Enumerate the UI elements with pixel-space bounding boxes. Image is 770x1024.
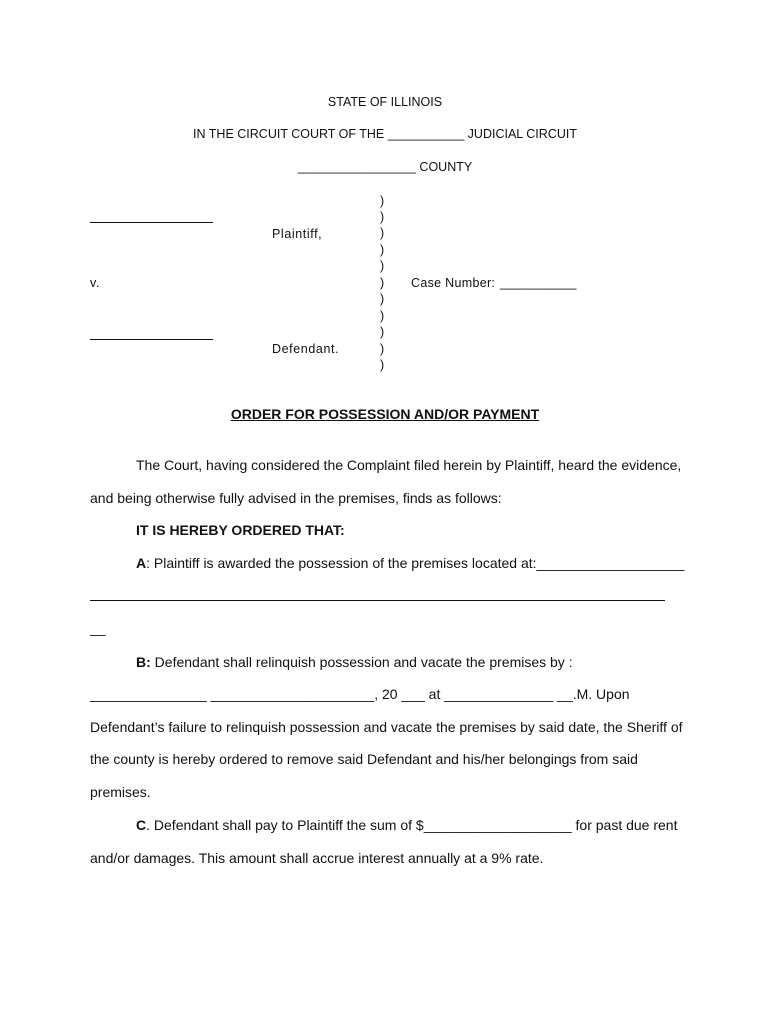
caption-paren: )	[380, 243, 385, 257]
clause-b-line-4: the county is hereby ordered to remove said Defendant and his/her belongings from said	[90, 751, 638, 767]
clause-b-line-5: premises.	[90, 784, 151, 800]
versus-label: v.	[90, 276, 100, 290]
clause-b-letter: B:	[136, 654, 151, 670]
plaintiff-label: Plaintiff,	[272, 227, 323, 241]
caption-paren: )	[380, 226, 385, 240]
case-number-field[interactable]: ___________	[500, 276, 577, 290]
intro-line-1: The Court, having considered the Complaint filed herein by Plaintiff, heard the evidence,	[136, 457, 682, 473]
intro-line-2: and being otherwise fully advised in the premises, finds as follows:	[90, 490, 502, 506]
clause-a-letter: A	[136, 555, 147, 571]
caption-paren: )	[380, 309, 385, 323]
caption-paren: )	[380, 210, 385, 224]
clause-b	[136, 654, 573, 670]
case-number-label: Case Number:	[411, 276, 496, 290]
caption-paren: )	[380, 194, 385, 208]
caption-paren: )	[380, 276, 385, 290]
caption-paren: )	[380, 358, 385, 372]
caption-paren: )	[380, 325, 385, 339]
clause-b-line-3: Defendant’s failure to relinquish possession and vacate the premises by said date, the Sheriff of	[90, 719, 683, 735]
defendant-label: Defendant.	[272, 342, 340, 356]
clause-c-line-2: and/or damages. This amount shall accrue interest annually at a 9% rate.	[90, 850, 544, 866]
clause-c	[136, 817, 677, 833]
defendant-name-line	[90, 339, 213, 340]
clause-c-letter: C	[136, 817, 147, 833]
state-heading: STATE OF ILLINOIS	[327, 95, 443, 109]
clause-a	[136, 555, 684, 571]
ordered-heading: IT IS HEREBY ORDERED THAT:	[136, 522, 345, 538]
order-title: ORDER FOR POSSESSION AND/OR PAYMENT	[230, 406, 540, 422]
caption-paren: )	[380, 259, 385, 273]
county-heading: _________________ COUNTY	[297, 160, 473, 174]
caption-paren: )	[380, 292, 385, 306]
caption-paren: )	[380, 342, 385, 356]
clause-b-text: Defendant shall relinquish possession and vacate the premises by :	[150, 654, 573, 670]
plaintiff-name-line	[90, 222, 213, 223]
vacate-date-line: _______________ _____________________, 20 ___ at ______________ __.M. Upon	[90, 686, 630, 702]
clause-a-continuation: __	[90, 620, 106, 636]
court-heading: IN THE CIRCUIT COURT OF THE ___________ JUDICIAL CIRCUIT	[193, 127, 577, 141]
clause-a-text: : Plaintiff is awarded the possession of the premises located at:___________________	[146, 555, 685, 571]
premises-address-line	[90, 600, 665, 601]
clause-c-text: . Defendant shall pay to Plaintiff the sum of $___________________ for past due rent	[146, 817, 678, 833]
